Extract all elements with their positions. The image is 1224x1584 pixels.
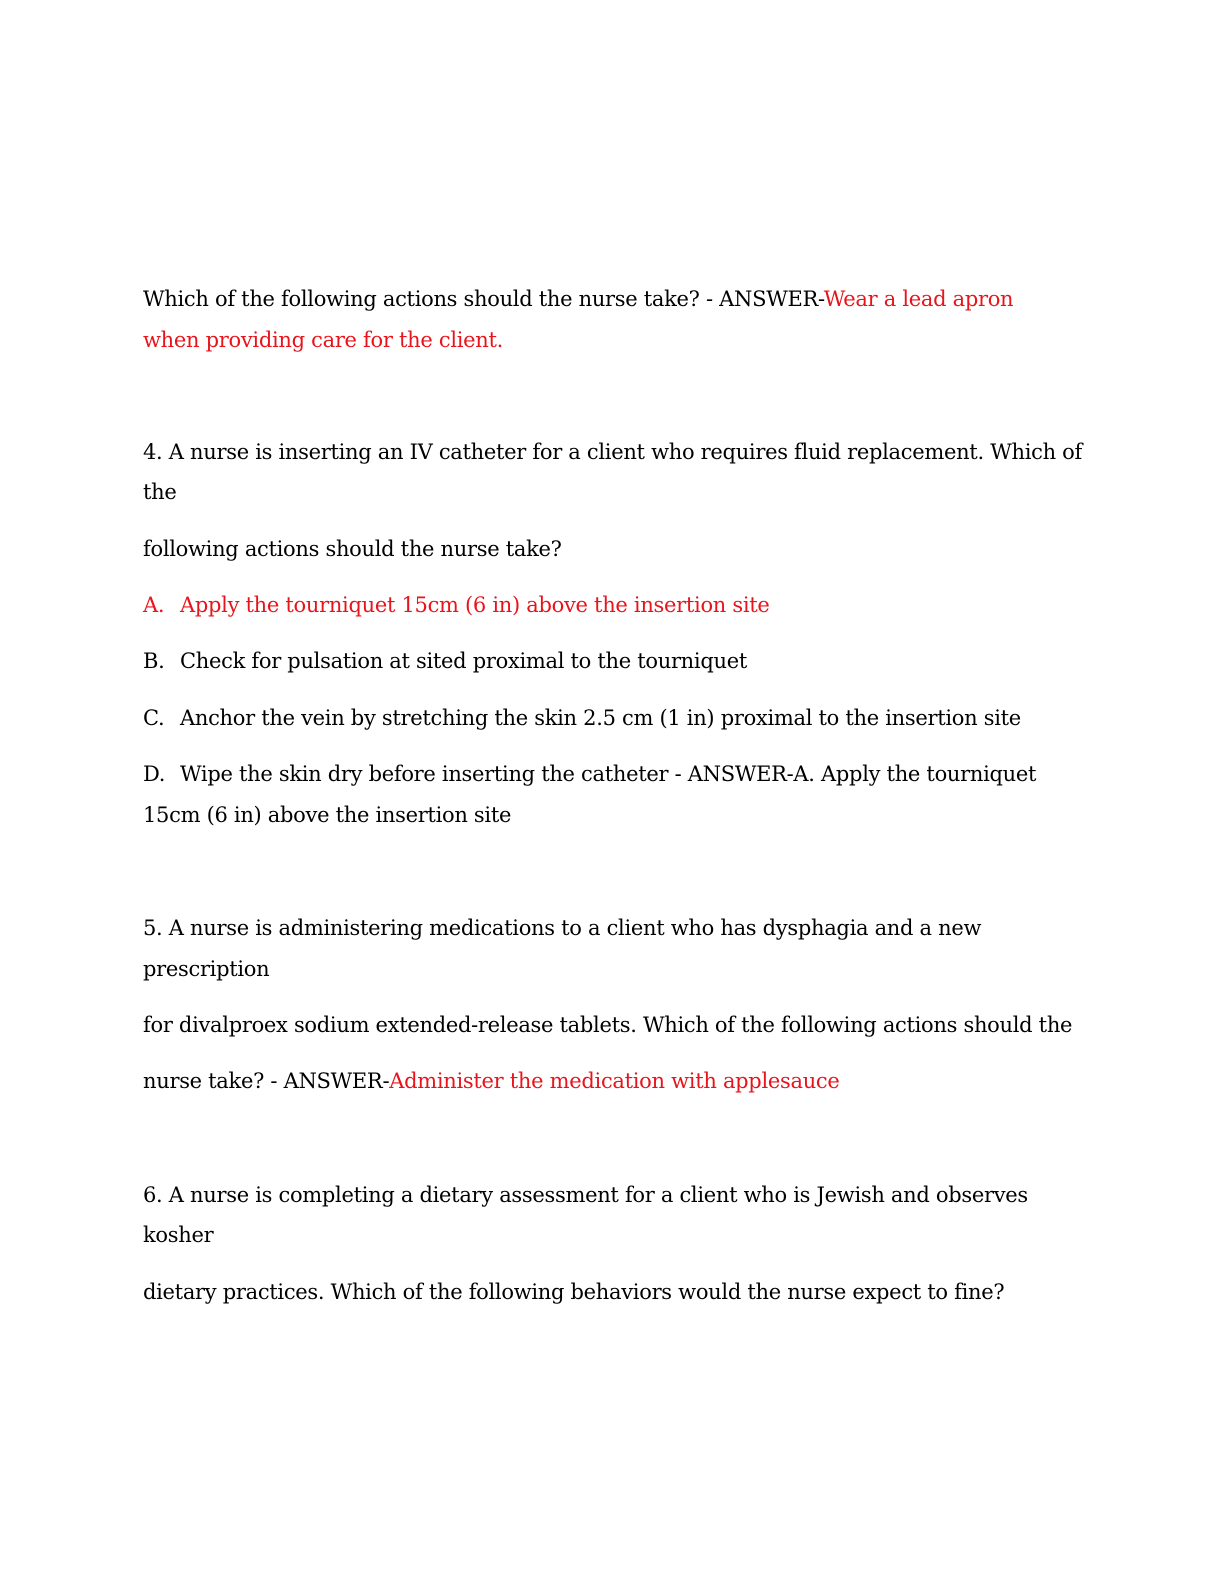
q6-stem-line1: 6. A nurse is completing a dietary assessment for a client who is Jewish and observes [143,1183,1028,1207]
q4-option-d [143,760,1036,788]
q6-stem-line2: kosher [143,1223,214,1247]
q4-option-a [143,591,770,619]
q4-stem-line3: following actions should the nurse take? [143,537,562,561]
q3-answer-part1: Wear a lead apron [823,287,1014,311]
q5-answer: Administer the medication with applesauce [389,1069,840,1093]
q5-stem-line1: 5. A nurse is administering medications to a client who has dysphagia and a new [143,916,982,940]
q3-question-text: Which of the following actions should the nurse take? - ANSWER- [143,287,824,311]
q4-answer-continuation: 15cm (6 in) above the insertion site [143,803,512,827]
q5-answer-line [143,1067,840,1095]
q4-option-c-text: Anchor the vein by stretching the skin 2.5 cm (1 in) proximal to the insertion site [180,706,1021,730]
q4-stem-line2: the [143,480,177,504]
q4-option-b-text: Check for pulsation at sited proximal to the tourniquet [180,649,747,673]
q4-option-d-text: Wipe the skin dry before inserting the catheter - ANSWER-A. Apply the tourniquet [180,762,1037,786]
q4-option-b [143,647,747,675]
q4-option-c [143,704,1021,732]
q6-stem-line3: dietary practices. Which of the following behaviors would the nurse expect to fine? [143,1280,1005,1304]
q5-stem-line3: for divalproex sodium extended-release tablets. Which of the following actions should the [143,1013,1073,1037]
q4-option-a-text: Apply the tourniquet 15cm (6 in) above the insertion site [180,593,770,617]
q3-answer-part2: when providing care for the client. [143,328,504,352]
q4-option-d-letter: D. [143,762,166,786]
q4-option-a-letter: A. [143,593,165,617]
q4-option-c-letter: C. [143,706,165,730]
q4-stem-line1: 4. A nurse is inserting an IV catheter for a client who requires fluid replacement. Which of [143,440,1082,464]
q5-stem-line2: prescription [143,957,270,981]
q3-question-line [143,285,1013,313]
q4-option-b-letter: B. [143,649,165,673]
q5-answer-prefix: nurse take? - ANSWER- [143,1069,390,1093]
